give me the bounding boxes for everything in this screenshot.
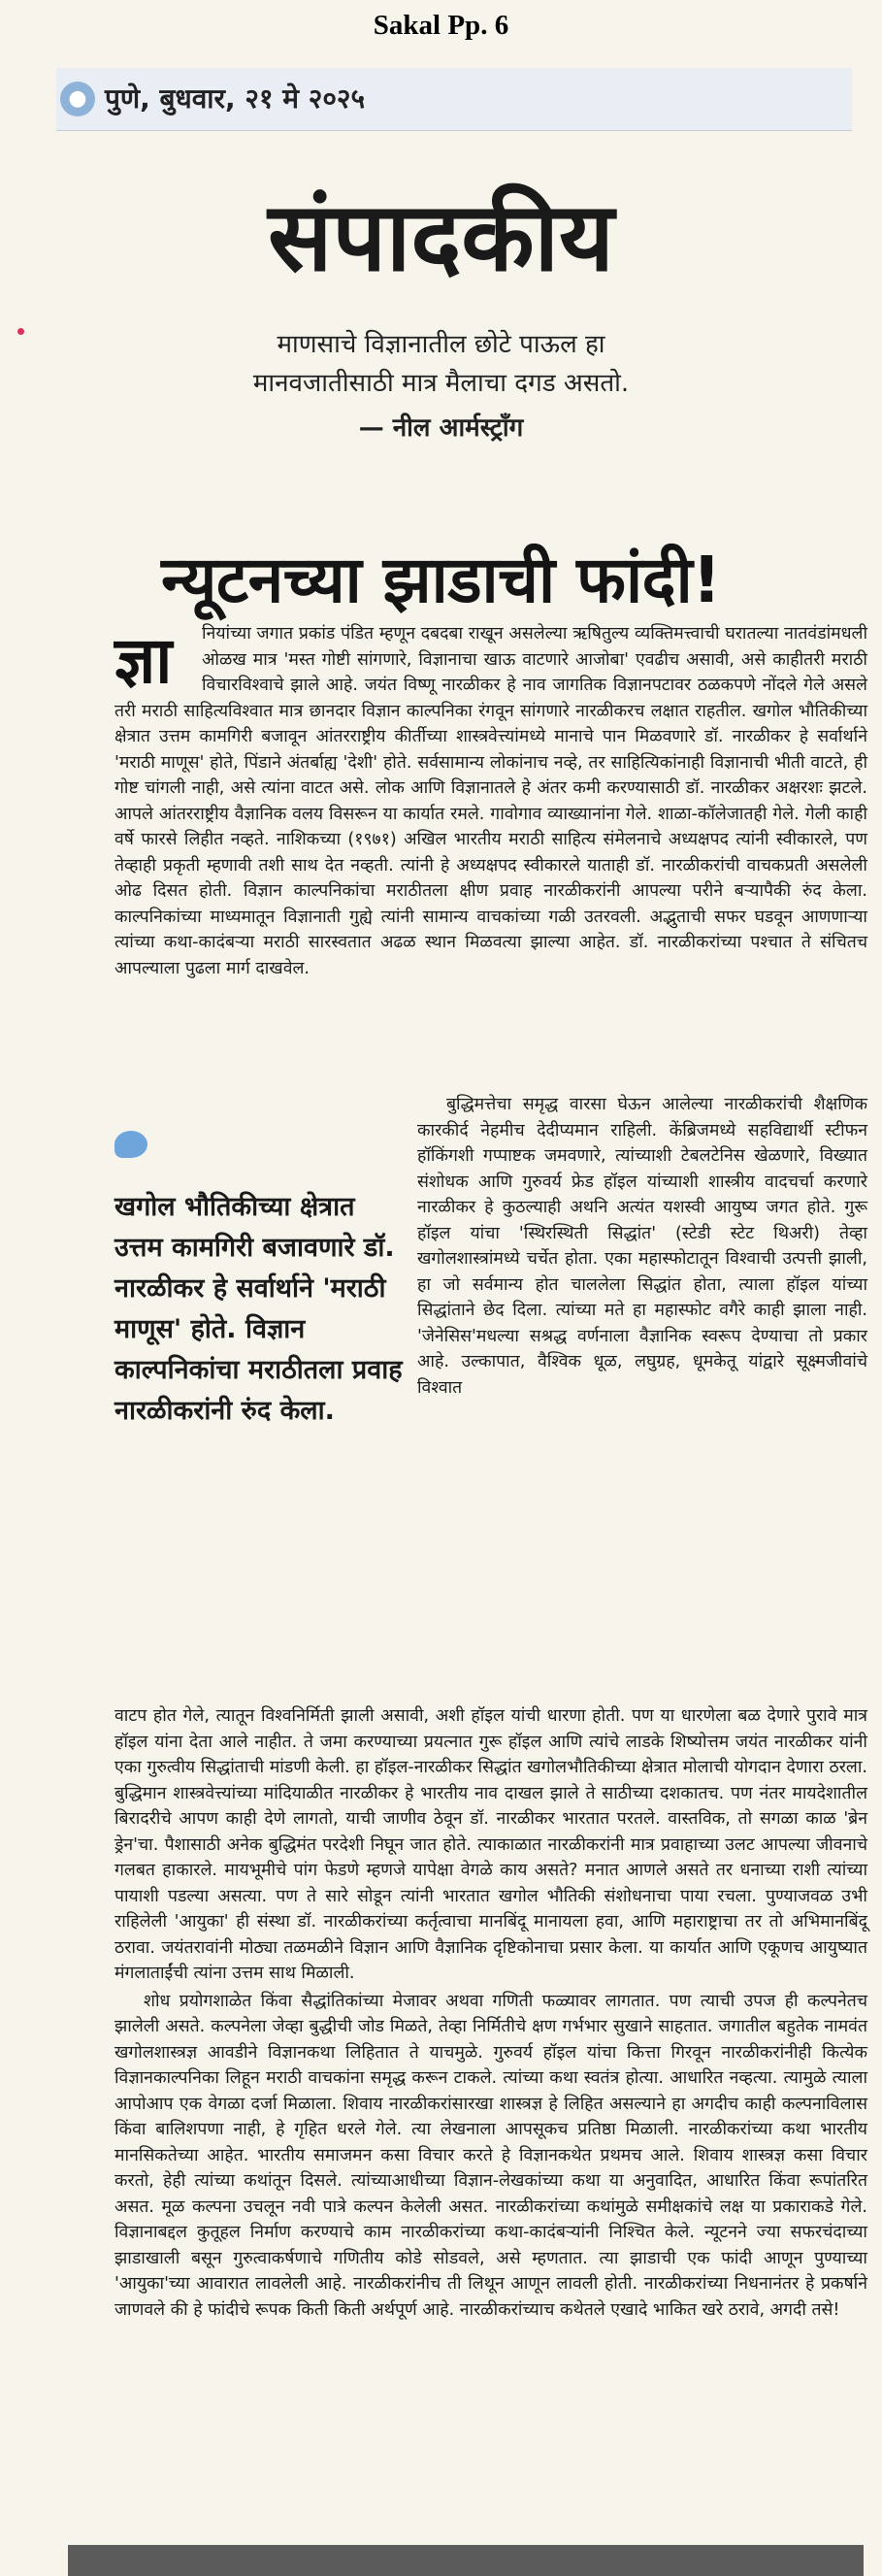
pull-quote-box	[114, 1131, 406, 1674]
continued-body	[114, 1703, 867, 2325]
date-line: पुणे, बुधवार, २१ मे २०२५	[105, 83, 365, 115]
right-column-text	[417, 1092, 867, 1403]
pull-quote-marker-icon	[114, 1131, 147, 1158]
quote-author: — नील आर्मस्ट्राँग	[358, 413, 524, 443]
pull-quote-text: खगोल भौतिकीच्या क्षेत्रात उत्तम कामगिरी बजावणारे डॉ. नारळीकर हे सर्वार्थाने 'मराठी माणूस' होते. विज्ञान काल्पनिकांचा मराठीतला प्रवाह नारळीकरांनी रुंद केला.	[114, 1192, 403, 1426]
continued-paragraph-2: शोध प्रयोगशाळेत किंवा सैद्धांतिकांच्या मेजावर अथवा गणिती फळ्यावर लागतात. पण त्याची उपज ही कल्पनेतच झालेली असते. कल्पनेला जेव्हा बुद्धीची जोड मिळते, तेव्हा निर्मितीचे क्षण गर्भभार सुखाने साहतात. जगातील बहुतेक नामवंत खगोलशास्त्रज्ञ आवडीने विज्ञानकथा लिहितात ते याचमुळे. गुरुवर्य हॉइल यांचा कित्ता गिरवून नारळीकरांनीही कित्येक विज्ञानकाल्पनिका लिहून मराठी वाचकांना समृद्ध करून टाकले. त्यांच्या कथा स्वतंत्र होत्या. आधारित नव्हत्या. त्यामुळे त्याला आपोआप एक वेगळा दर्जा मिळाला. शिवाय नारळीकरांसारखा शास्त्रज्ञ हे लिहित असल्याने हा अगदीच काही कल्पनाविलास किंवा बालिशपणा नाही, हे गृहित धरले गेले. त्या लेखनाला आपसूकच प्रतिष्ठा मिळाली. नारळीकरांच्या कथा भारतीय मानसिकतेच्या आहेत. भारतीय समाजमन कसा विचार करते हे विज्ञानकथेत प्रथमच आले. शिवाय शास्त्रज्ञ कसा विचार करतो, हेही त्यांच्या कथांतून दिसले. त्यांच्याआधीच्या विज्ञान-लेखकांच्या कथा या अनुवादित, आधारित किंवा रूपांतरित असत. मूळ कल्पना उचलून नवी पात्रे कल्पन केलेली असत. नारळीकरांच्या कथांमुळे समीक्षकांचे लक्ष या प्रकाराकडे गेले. विज्ञानाबद्दल कुतूहल निर्माण करण्याचे काम नारळीकरांच्या कथा-कादंबऱ्यांनी निश्चित केले. न्यूटनने ज्या सफरचंदाच्या झाडाखाली बसून गुरुत्वाकर्षणाचे गणितीय कोडे सोडवले, असे म्हणतात. त्या झाडाची एक फांदी आणून पुण्याच्या 'आयुका'च्या आवारात लावलेली आहे. नारळीकरांनीच ती लिथून आणून लावली होती. नारळीकरांच्या निधनानंतर हे प्रकर्षाने जाणवले की हे फांदीचे रूपक किती किती अर्थपूर्ण आहे. नारळीकरांच्याच कथेतले एखादे भाकित खरे ठरावे, अगदी तसे!	[114, 1991, 867, 2320]
quote-line-2: मानवजातीसाठी मात्र मैलाचा दगड असतो.	[252, 369, 630, 398]
intro-body	[114, 621, 867, 983]
page-header-title: Sakal Pp. 6	[373, 10, 509, 41]
quote-line-1: माणसाचे विज्ञानातील छोटे पाऊल हा	[277, 330, 605, 359]
section-masthead: संपादकीय	[268, 182, 614, 293]
bottom-band	[68, 2545, 864, 2576]
intro-paragraph	[114, 621, 867, 981]
circle-logo-icon: ●	[60, 82, 95, 116]
continued-paragraph-1: वाटप होत गेले, त्यातून विश्वनिर्मिती झाली असावी, अशी हॉइल यांची धारणा होती. पण या धारणेला बळ देणारे पुरावे मात्र हॉइल यांना देता आले नाहीत. ते जमा करण्याच्या प्रयत्नात गुरू हॉइल आणि त्यांचे लाडके शिष्योत्तम जयंत नारळीकर यांनी एका गुरुत्वीय सिद्धांताची मांडणी केली. हा हॉइल-नारळीकर सिद्धांत खगोलभौतिकीच्या क्षेत्रात मोलाची योगदान देणारा ठरला. बुद्धिमान शास्त्रवेत्त्यांच्या मांदियाळीत नारळीकर हे भारतीय नाव दाखल झाले ते साठीच्या दशकातच. पण नंतर मायदेशातील बिरादरीचे आपण काही देणे लागतो, याची जाणीव ठेवून डॉ. नारळीकर भारतात परतले. वास्तविक, तो सगळा काळ 'ब्रेन ड्रेन'चा. पैशासाठी अनेक बुद्धिमंत परदेशी निघून जात होते. त्याकाळात नारळीकरांनी मात्र प्रवाहाच्या उलट आपल्या जीवनाचे गलबत हाकारले. मायभूमीचे पांग फेडणे म्हणजे यापेक्षा वेगळे काय असते? मनात आणले असते तर धनाच्या राशी त्यांच्या पायाशी पडल्या असत्या. पण ते सारे सोडून त्यांनी भारतात खगोल भौतिकी संशोधनाचा पाया रचला. पुण्याजवळ उभी राहिलेली 'आयुका' ही संस्था डॉ. नारळीकरांच्या कर्तृत्वाचा मानबिंदू मानायला हवा, आणि महाराष्ट्राचा तर तो अभिमानबिंदू ठरावा. जयंतरावांनी मोठ्या तळमळीने विज्ञान आणि वैज्ञानिक दृष्टिकोनाचा प्रसार केला. या कार्यात आणि एकूणच आयुष्यात मंगलाताईंची त्यांना उत्तम साथ मिळाली.	[114, 1706, 867, 1983]
quote-block	[0, 325, 882, 447]
intro-paragraph-text: नियांच्या जगात प्रकांड पंडित म्हणून दबदबा राखून असलेल्या ऋषितुल्य व्यक्तिमत्त्वाची घरातल्या नातवंडांमधली ओळख मात्र 'मस्त गोष्टी सांगणारे, विज्ञानाचा खाऊ वाटणारे आजोबा' एवढीच असावी, असे काहीतरी मराठी विचारविश्वाचे झाले आहे. जयंत विष्णू नारळीकर हे नाव जागतिक विज्ञानपटावर ठळकपणे नोंदले गेले असले तरी मराठी साहित्यविश्वात मात्र छानदार विज्ञान काल्पनिका रंगवून सांगणारे नारळीकरच लक्षात राहतील. खगोल भौतिकीच्या क्षेत्रात उत्तम कामगिरी बजावून आंतरराष्ट्रीय कीर्तीच्या शास्त्रवेत्त्यांमध्ये मानाचे पान मिळवणारे डॉ. नारळीकर हे सर्वार्थाने 'मराठी माणूस' होते, पिंडाने अंतर्बाह्य 'देशी' होते. सर्वसामान्य लोकांनाच नव्हे, तर साहित्यिकांनाही विज्ञानाची भीती वाटते, ही गोष्ट चांगली नाही, असे त्यांना वाटत असे. लोक आणि विज्ञानातले हे अंतर कमी करण्यासाठी डॉ. नारळीकर अक्षरशः झटले. आपले आंतरराष्ट्रीय वैज्ञानिक वलय विसरून या कार्यात रमले. गावोगाव व्याख्यानांना गेले. शाळा-कॉलेजातही गेले. गेली काही वर्षे फारसे लिहीत नव्हते. नाशिकच्या (१९७१) अखिल भारतीय मराठी साहित्य संमेलनाचे अध्यक्षपद त्यांनी स्वीकारले, पण तेव्हाही प्रकृती म्हणावी तशी साथ देत नव्हती. त्यांनी हे अध्यक्षपद स्वीकारले याताही डॉ. नारळीकरांची वाचकप्रती असलेली ओढ दिसत होती. विज्ञान काल्पनिकांचा मराठीतला क्षीण प्रवाह नारळीकरांनी आपल्या परीने बऱ्यापैकी रुंद केला. काल्पनिकांच्या माध्यमातून विज्ञानाती गुह्ये त्यांनी सामान्य वाचकांच्या गळी उतरवली. अद्भुताची सफर घडवून आणणाऱ्या त्यांच्या कथा-कादंबऱ्या मराठी सारस्वतात अढळ स्थान मिळवत्या झाल्या आहेत. डॉ. नारळीकरांच्या पश्चात ते संचितच आपल्याला पुढला मार्ग दाखवेल.	[114, 624, 867, 978]
editorial-headline: न्यूटनच्या झाडाची फांदी!	[161, 543, 721, 617]
dropcap: ज्ञा	[114, 623, 173, 698]
right-column-paragraph: बुद्धिमत्तेचा समृद्ध वारसा घेऊन आलेल्या नारळीकरांची शैक्षणिक कारकीर्द नेहमीच देदीप्यमान राहिली. केंब्रिजमध्ये सहविद्यार्थी स्टीफन हॉकिंगशी गप्पाष्टक जमवणारे, त्यांच्याशी टेबलटेनिस खेळणारे, विख्यात संशोधक आणि गुरुवर्य फ्रेड हॉइल यांच्याशी शास्त्रीय वादचर्चा करणारे नारळीकर हे कुठल्याही अथनि अत्यंत यशस्वी आयुष्य जगत होते. गुरू हॉइल यांचा 'स्थिरस्थिती सिद्धांत' (स्टेडी स्टेट थिअरी) तेव्हा खगोलशास्त्रांमध्ये चर्चेत होता. एका महास्फोटातून विश्वाची उत्पत्ती झाली, हा जो सर्वमान्य होत चाललेला सिद्धांत होता, त्याला हॉइल यांच्या सिद्धांताने छेद दिला. त्यांच्या मते हा महास्फोट वगैरे काही झाला नाही. 'जेनेसिस'मधल्या सश्रद्ध वर्णनाला वैज्ञानिक स्वरूप देण्याचा तो प्रकार आहे. उल्कापात, वैश्विक धूळ, लघुग्रह, धूमकेतू यांद्वारे सूक्ष्मजीवांचे विश्वात	[417, 1095, 867, 1398]
dropcap-spacer	[114, 621, 202, 674]
